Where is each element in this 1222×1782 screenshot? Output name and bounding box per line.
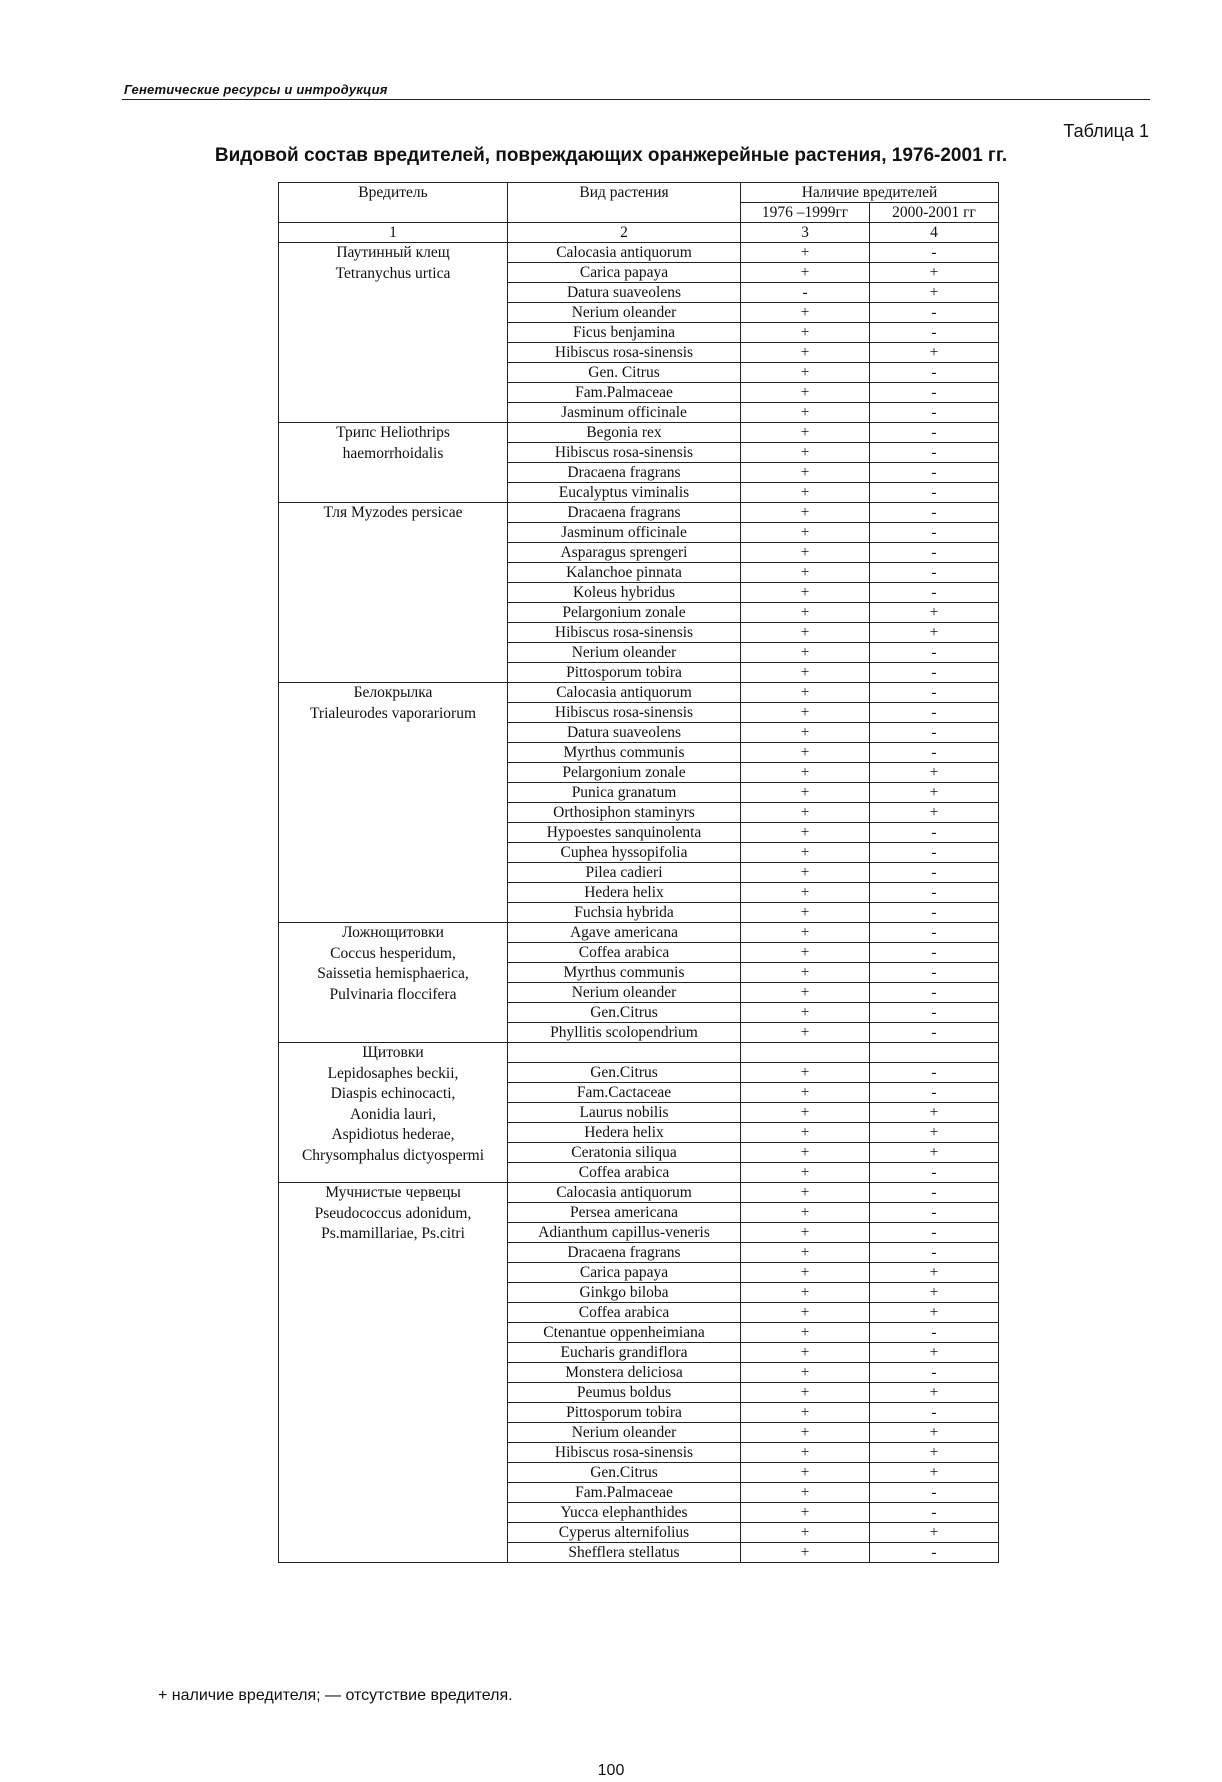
plant-cell: Begonia rex <box>508 423 741 443</box>
col-pest-header: Вредитель <box>279 183 508 223</box>
presence-1976-1999-cell: + <box>741 363 870 383</box>
presence-1976-1999-cell: + <box>741 643 870 663</box>
plant-cell <box>508 1043 741 1063</box>
presence-1976-1999-cell: + <box>741 523 870 543</box>
presence-2000-2001-cell: - <box>870 1363 999 1383</box>
plant-cell: Dracaena fragrans <box>508 1243 741 1263</box>
table-row <box>279 923 999 943</box>
presence-2000-2001-cell: - <box>870 483 999 503</box>
presence-1976-1999-cell: + <box>741 1503 870 1523</box>
plant-cell: Laurus nobilis <box>508 1103 741 1123</box>
presence-2000-2001-cell: + <box>870 783 999 803</box>
presence-2000-2001-cell: + <box>870 1283 999 1303</box>
pest-cell <box>279 503 508 683</box>
presence-2000-2001-cell: - <box>870 663 999 683</box>
presence-1976-1999-cell: + <box>741 1203 870 1223</box>
presence-2000-2001-cell: - <box>870 1243 999 1263</box>
plant-cell: Dracaena fragrans <box>508 503 741 523</box>
pest-table <box>278 182 999 1563</box>
col-plant-header: Вид растения <box>508 183 741 223</box>
presence-2000-2001-cell: - <box>870 543 999 563</box>
plant-cell: Coffea arabica <box>508 943 741 963</box>
plant-cell: Fam.Cactaceae <box>508 1083 741 1103</box>
pest-cell <box>279 243 508 423</box>
presence-2000-2001-cell: - <box>870 943 999 963</box>
presence-1976-1999-cell: + <box>741 243 870 263</box>
plant-cell: Pelargonium zonale <box>508 603 741 623</box>
presence-2000-2001-cell: + <box>870 1263 999 1283</box>
presence-1976-1999-cell <box>741 1043 870 1063</box>
presence-1976-1999-cell: + <box>741 803 870 823</box>
presence-2000-2001-cell: + <box>870 283 999 303</box>
presence-2000-2001-cell: - <box>870 1403 999 1423</box>
presence-2000-2001-cell: - <box>870 423 999 443</box>
presence-1976-1999-cell: + <box>741 943 870 963</box>
pest-cell <box>279 923 508 1043</box>
plant-cell: Gen.Citrus <box>508 1463 741 1483</box>
plant-cell: Myrthus communis <box>508 743 741 763</box>
presence-1976-1999-cell: + <box>741 1243 870 1263</box>
pest-name-line: Saissetia hemisphaerica, <box>317 965 469 982</box>
presence-1976-1999-cell: + <box>741 723 870 743</box>
table-row <box>279 503 999 523</box>
presence-2000-2001-cell: - <box>870 1003 999 1023</box>
plant-cell: Hibiscus rosa-sinensis <box>508 703 741 723</box>
presence-1976-1999-cell: + <box>741 923 870 943</box>
presence-2000-2001-cell: + <box>870 623 999 643</box>
plant-cell: Cyperus alternifolius <box>508 1523 741 1543</box>
plant-cell: Jasminum officinale <box>508 523 741 543</box>
presence-2000-2001-cell: - <box>870 1543 999 1563</box>
plant-cell: Ceratonia siliqua <box>508 1143 741 1163</box>
plant-cell: Pelargonium zonale <box>508 763 741 783</box>
presence-1976-1999-cell: + <box>741 683 870 703</box>
plant-cell: Koleus hybridus <box>508 583 741 603</box>
presence-2000-2001-cell: - <box>870 403 999 423</box>
presence-1976-1999-cell: + <box>741 1123 870 1143</box>
presence-2000-2001-cell <box>870 1043 999 1063</box>
plant-cell: Pittosporum tobira <box>508 663 741 683</box>
presence-2000-2001-cell: - <box>870 843 999 863</box>
plant-cell: Hibiscus rosa-sinensis <box>508 343 741 363</box>
plant-cell: Hedera helix <box>508 883 741 903</box>
presence-1976-1999-cell: - <box>741 283 870 303</box>
pest-name-line: Pseudococcus adonidum, <box>314 1204 472 1222</box>
pest-name-line: Aonidia lauri, <box>349 1105 437 1123</box>
presence-1976-1999-cell: + <box>741 443 870 463</box>
pest-cell <box>279 1043 508 1183</box>
plant-cell: Nerium oleander <box>508 983 741 1003</box>
presence-1976-1999-cell: + <box>741 1383 870 1403</box>
plant-cell: Agave americana <box>508 923 741 943</box>
plant-cell: Kalanchoe pinnata <box>508 563 741 583</box>
table-title: Видовой состав вредителей, повреждающих оранжерейные растения, 1976-2001 гг. <box>214 145 1008 166</box>
pest-name-line: Мучнистые червецы <box>325 1184 461 1201</box>
presence-1976-1999-cell: + <box>741 1343 870 1363</box>
presence-2000-2001-cell: - <box>870 823 999 843</box>
presence-1976-1999-cell: + <box>741 1483 870 1503</box>
plant-cell: Asparagus sprengeri <box>508 543 741 563</box>
presence-2000-2001-cell: - <box>870 883 999 903</box>
pest-name-line: Ps.mamillariae, Ps.citri <box>321 1225 465 1242</box>
plant-cell: Myrthus communis <box>508 963 741 983</box>
presence-1976-1999-cell: + <box>741 1543 870 1563</box>
presence-1976-1999-cell: + <box>741 543 870 563</box>
plant-cell: Datura suaveolens <box>508 283 741 303</box>
presence-1976-1999-cell: + <box>741 1083 870 1103</box>
running-header: Генетические ресурсы и интродукция <box>124 82 388 97</box>
presence-1976-1999-cell: + <box>741 983 870 1003</box>
presence-1976-1999-cell: + <box>741 1263 870 1283</box>
plant-cell: Hibiscus rosa-sinensis <box>508 1443 741 1463</box>
plant-cell: Ctenantue oppenheimiana <box>508 1323 741 1343</box>
pest-cell <box>279 423 508 503</box>
presence-1976-1999-cell: + <box>741 1323 870 1343</box>
table-row <box>279 243 999 263</box>
presence-2000-2001-cell: - <box>870 563 999 583</box>
presence-1976-1999-cell: + <box>741 1183 870 1203</box>
presence-2000-2001-cell: - <box>870 723 999 743</box>
presence-2000-2001-cell: + <box>870 1303 999 1323</box>
presence-2000-2001-cell: - <box>870 363 999 383</box>
plant-cell: Coffea arabica <box>508 1303 741 1323</box>
col-number-3: 3 <box>741 223 870 243</box>
presence-2000-2001-cell: - <box>870 303 999 323</box>
table-body <box>279 243 999 1563</box>
plant-cell: Coffea arabica <box>508 1163 741 1183</box>
plant-cell: Orthosiphon staminyrs <box>508 803 741 823</box>
plant-cell: Gen.Citrus <box>508 1063 741 1083</box>
presence-2000-2001-cell: - <box>870 983 999 1003</box>
plant-cell: Eucalyptus viminalis <box>508 483 741 503</box>
table-label: Таблица 1 <box>1063 121 1149 141</box>
plant-cell: Ficus benjamina <box>508 323 741 343</box>
presence-1976-1999-cell: + <box>741 743 870 763</box>
presence-1976-1999-cell: + <box>741 703 870 723</box>
plant-cell: Jasminum officinale <box>508 403 741 423</box>
presence-2000-2001-cell: + <box>870 1423 999 1443</box>
presence-1976-1999-cell: + <box>741 663 870 683</box>
presence-2000-2001-cell: - <box>870 1323 999 1343</box>
pest-name-line: Aspidiotus hederae, <box>331 1126 455 1143</box>
presence-1976-1999-cell: + <box>741 403 870 423</box>
pest-name-line: Trialeurodes vaporariorum <box>309 704 476 722</box>
presence-2000-2001-cell: - <box>870 243 999 263</box>
presence-2000-2001-cell: - <box>870 523 999 543</box>
presence-2000-2001-cell: - <box>870 503 999 523</box>
presence-1976-1999-cell: + <box>741 783 870 803</box>
presence-2000-2001-cell: - <box>870 1163 999 1183</box>
presence-1976-1999-cell: + <box>741 1283 870 1303</box>
presence-2000-2001-cell: - <box>870 643 999 663</box>
plant-cell: Dracaena fragrans <box>508 463 741 483</box>
col-period1-header: 1976 –1999гг <box>741 203 870 223</box>
presence-2000-2001-cell: - <box>870 703 999 723</box>
page-number: 100 <box>597 1762 625 1779</box>
presence-2000-2001-cell: + <box>870 1523 999 1543</box>
table-row <box>279 1183 999 1203</box>
presence-1976-1999-cell: + <box>741 1023 870 1043</box>
presence-1976-1999-cell: + <box>741 1163 870 1183</box>
pest-name-line: Трипс Heliothrips <box>336 424 450 441</box>
table-row <box>279 683 999 703</box>
pest-cell <box>279 683 508 923</box>
presence-1976-1999-cell: + <box>741 483 870 503</box>
pest-name-line: Белокрылка <box>353 684 433 701</box>
presence-2000-2001-cell: + <box>870 603 999 623</box>
table-head <box>279 183 999 243</box>
header-rule <box>122 99 1150 100</box>
plant-cell: Calocasia antiquorum <box>508 243 741 263</box>
presence-1976-1999-cell: + <box>741 1463 870 1483</box>
plant-cell: Persea americana <box>508 1203 741 1223</box>
plant-cell: Shefflera stellatus <box>508 1543 741 1563</box>
plant-cell: Carica papaya <box>508 263 741 283</box>
presence-2000-2001-cell: + <box>870 803 999 823</box>
presence-1976-1999-cell: + <box>741 1103 870 1123</box>
presence-1976-1999-cell: + <box>741 503 870 523</box>
col-number-2: 2 <box>508 223 741 243</box>
presence-2000-2001-cell: + <box>870 763 999 783</box>
presence-2000-2001-cell: - <box>870 683 999 703</box>
presence-2000-2001-cell: - <box>870 463 999 483</box>
presence-1976-1999-cell: + <box>741 1003 870 1023</box>
presence-2000-2001-cell: - <box>870 1023 999 1043</box>
col-presence-header: Наличие вредителей <box>741 183 999 203</box>
presence-1976-1999-cell: + <box>741 343 870 363</box>
pest-name-line: Chrysomphalus dictyospermi <box>301 1146 485 1164</box>
plant-cell: Fam.Palmaceae <box>508 1483 741 1503</box>
presence-2000-2001-cell: - <box>870 383 999 403</box>
presence-2000-2001-cell: - <box>870 583 999 603</box>
plant-cell: Hypoestes sanquinolenta <box>508 823 741 843</box>
pest-name-line: Coccus hesperidum, <box>330 944 456 962</box>
presence-2000-2001-cell: + <box>870 1443 999 1463</box>
presence-1976-1999-cell: + <box>741 903 870 923</box>
col-period2-header: 2000-2001 гг <box>870 203 999 223</box>
plant-cell: Phyllitis scolopendrium <box>508 1023 741 1043</box>
presence-1976-1999-cell: + <box>741 323 870 343</box>
plant-cell: Fuchsia hybrida <box>508 903 741 923</box>
plant-cell: Carica papaya <box>508 1263 741 1283</box>
pest-name-line: Diaspis echinocacti, <box>330 1085 456 1102</box>
presence-2000-2001-cell: - <box>870 1063 999 1083</box>
presence-1976-1999-cell: + <box>741 863 870 883</box>
presence-2000-2001-cell: - <box>870 1483 999 1503</box>
pest-name-line: Щитовки <box>362 1044 424 1061</box>
plant-cell: Eucharis grandiflora <box>508 1343 741 1363</box>
presence-1976-1999-cell: + <box>741 263 870 283</box>
plant-cell: Calocasia antiquorum <box>508 1183 741 1203</box>
plant-cell: Nerium oleander <box>508 303 741 323</box>
plant-cell: Ginkgo biloba <box>508 1283 741 1303</box>
plant-cell: Nerium oleander <box>508 643 741 663</box>
presence-2000-2001-cell: - <box>870 1183 999 1203</box>
presence-1976-1999-cell: + <box>741 843 870 863</box>
presence-2000-2001-cell: - <box>870 323 999 343</box>
presence-2000-2001-cell: - <box>870 923 999 943</box>
presence-1976-1999-cell: + <box>741 1223 870 1243</box>
plant-cell: Fam.Palmaceae <box>508 383 741 403</box>
presence-1976-1999-cell: + <box>741 563 870 583</box>
presence-1976-1999-cell: + <box>741 383 870 403</box>
presence-1976-1999-cell: + <box>741 963 870 983</box>
plant-cell: Punica granatum <box>508 783 741 803</box>
presence-2000-2001-cell: + <box>870 1463 999 1483</box>
presence-1976-1999-cell: + <box>741 583 870 603</box>
presence-1976-1999-cell: + <box>741 883 870 903</box>
presence-1976-1999-cell: + <box>741 303 870 323</box>
plant-cell: Peumus boldus <box>508 1383 741 1403</box>
legend-note: + наличие вредителя; — отсутствие вредителя. <box>158 1687 513 1704</box>
col-number-1: 1 <box>279 223 508 243</box>
pest-name-line: Паутинный клещ <box>336 244 450 261</box>
table-row <box>279 423 999 443</box>
plant-cell: Datura suaveolens <box>508 723 741 743</box>
presence-2000-2001-cell: - <box>870 1083 999 1103</box>
table-row <box>279 1043 999 1063</box>
plant-cell: Hibiscus rosa-sinensis <box>508 623 741 643</box>
plant-cell: Cuphea hyssopifolia <box>508 843 741 863</box>
plant-cell: Pittosporum tobira <box>508 1403 741 1423</box>
presence-1976-1999-cell: + <box>741 823 870 843</box>
plant-cell: Pilea cadieri <box>508 863 741 883</box>
plant-cell: Monstera deliciosa <box>508 1363 741 1383</box>
pest-name-line: Lepidosaphes beckii, <box>327 1064 459 1082</box>
pest-name-line: Тля Myzodes persicae <box>323 504 463 521</box>
presence-1976-1999-cell: + <box>741 1363 870 1383</box>
plant-cell: Hedera helix <box>508 1123 741 1143</box>
presence-1976-1999-cell: + <box>741 1403 870 1423</box>
presence-2000-2001-cell: - <box>870 863 999 883</box>
pest-name-line: haemorrhoidalis <box>342 444 444 462</box>
col-number-4: 4 <box>870 223 999 243</box>
pest-name-line: Tetranychus urtica <box>335 264 451 282</box>
pest-name-line: Ложнощитовки <box>342 924 444 941</box>
presence-2000-2001-cell: + <box>870 1343 999 1363</box>
presence-2000-2001-cell: - <box>870 443 999 463</box>
presence-2000-2001-cell: + <box>870 263 999 283</box>
presence-1976-1999-cell: + <box>741 463 870 483</box>
presence-2000-2001-cell: + <box>870 343 999 363</box>
plant-cell: Nerium oleander <box>508 1423 741 1443</box>
presence-1976-1999-cell: + <box>741 1143 870 1163</box>
presence-2000-2001-cell: + <box>870 1383 999 1403</box>
presence-1976-1999-cell: + <box>741 1423 870 1443</box>
plant-cell: Adianthum capillus-veneris <box>508 1223 741 1243</box>
presence-2000-2001-cell: - <box>870 1503 999 1523</box>
presence-2000-2001-cell: - <box>870 963 999 983</box>
plant-cell: Calocasia antiquorum <box>508 683 741 703</box>
plant-cell: Hibiscus rosa-sinensis <box>508 443 741 463</box>
pest-name-line: Pulvinaria floccifera <box>329 985 457 1003</box>
presence-2000-2001-cell: - <box>870 1203 999 1223</box>
presence-1976-1999-cell: + <box>741 1303 870 1323</box>
presence-1976-1999-cell: + <box>741 603 870 623</box>
presence-2000-2001-cell: + <box>870 1143 999 1163</box>
presence-1976-1999-cell: + <box>741 763 870 783</box>
presence-1976-1999-cell: + <box>741 1063 870 1083</box>
presence-2000-2001-cell: - <box>870 1223 999 1243</box>
plant-cell: Gen. Citrus <box>508 363 741 383</box>
presence-2000-2001-cell: - <box>870 743 999 763</box>
plant-cell: Gen.Citrus <box>508 1003 741 1023</box>
presence-1976-1999-cell: + <box>741 623 870 643</box>
presence-2000-2001-cell: + <box>870 1123 999 1143</box>
presence-2000-2001-cell: + <box>870 1103 999 1123</box>
presence-1976-1999-cell: + <box>741 1443 870 1463</box>
presence-1976-1999-cell: + <box>741 1523 870 1543</box>
pest-cell <box>279 1183 508 1563</box>
plant-cell: Yucca elephanthides <box>508 1503 741 1523</box>
presence-1976-1999-cell: + <box>741 423 870 443</box>
presence-2000-2001-cell: - <box>870 903 999 923</box>
